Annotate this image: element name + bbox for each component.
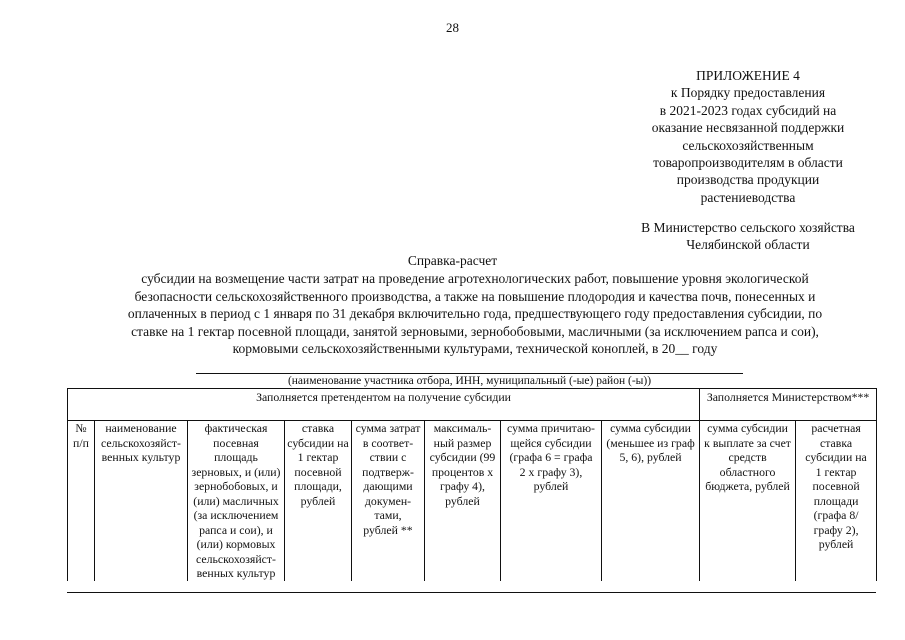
appendix-header	[600, 67, 896, 206]
appendix-line: ПРИЛОЖЕНИЕ 4	[696, 68, 800, 83]
appendix-line: сельскохозяйственным	[682, 137, 814, 153]
column-header-crop-name: наименование сельскохозяйст- венных культур	[95, 421, 188, 582]
appendix-line: производства продукции	[676, 172, 820, 188]
document-title: Справка-расчет	[407, 253, 498, 268]
column-header-rate: ставка субсидии на 1 гектар посевной площади, рублей	[285, 421, 352, 582]
column-header-number: № п/п	[68, 421, 95, 582]
subtitle-line: ставке на 1 гектар посевной площади, занятой зерновыми, зернобобовыми, масличными (за исключением рапса и сои),	[131, 323, 819, 339]
group-header-applicant: Заполняется претендентом на получение субсидии	[68, 389, 700, 421]
column-header-payout: сумма субсидии к выплате за счет средств областного бюджета, рублей	[700, 421, 796, 582]
group-header-ministry: Заполняется Министерством***	[700, 389, 877, 421]
subtitle-line: безопасности сельскохозяйственного производства, а также на повышение плодородия и качества почв, понесенных и	[134, 288, 816, 304]
column-header-sown-area: фактическая посевная площадь зерновых, и (или) зернобобовых, и (или) масличных (за исключением рапса и сои), и (или) кормовых сельскохозяйст- венных культур	[188, 421, 285, 582]
applicant-caption: (наименование участника отбора, ИНН, муниципальный (-ые) район (-ы))	[287, 375, 652, 387]
addressee-line: В Министерство сельского хозяйства	[641, 220, 855, 235]
table-bottom-rule	[67, 592, 876, 593]
addressee	[600, 219, 896, 254]
column-headers-row	[68, 421, 877, 582]
appendix-line: растениеводства	[700, 189, 796, 205]
appendix-line: оказание несвязанной поддержки	[651, 120, 845, 136]
appendix-line: к Порядку предоставления	[670, 85, 826, 101]
column-header-max-subsidy: максималь- ный размер субсидии (99 процентов х графу 4), рублей	[425, 421, 501, 582]
column-header-due-subsidy: сумма причитаю- щейся субсидии (графа 6 = графа 2 х графу 3), рублей	[501, 421, 602, 582]
subtitle-line: кормовыми сельскохозяйственными культурами, технической коноплей, в 20__ году	[232, 341, 718, 356]
calculation-table	[67, 388, 877, 581]
document-subtitle	[75, 270, 875, 358]
addressee-line: Челябинской области	[686, 237, 810, 253]
column-header-costs: сумма затрат в соответ- ствии с подтверж- дающими докумен- тами, рублей **	[352, 421, 425, 582]
column-header-subsidy-amount: сумма субсидии (меньшее из граф 5, 6), рублей	[602, 421, 700, 582]
column-header-calc-rate: расчетная ставка субсидии на 1 гектар посевной площади (графа 8/ графу 2), рублей	[796, 421, 877, 582]
appendix-line: в 2021-2023 годах субсидий на	[659, 102, 837, 118]
subtitle-line: субсидии на возмещение части затрат на проведение агротехнологических работ, повышение уровня экологической	[141, 271, 809, 286]
subtitle-line: оплаченных в период с 1 января по 31 декабря включительно года, предшествующего году предоставления субсидии, по	[127, 306, 823, 321]
appendix-line: товаропроизводителям в области	[653, 155, 843, 171]
applicant-fill-line	[196, 373, 743, 374]
page-number: 28	[446, 20, 459, 35]
